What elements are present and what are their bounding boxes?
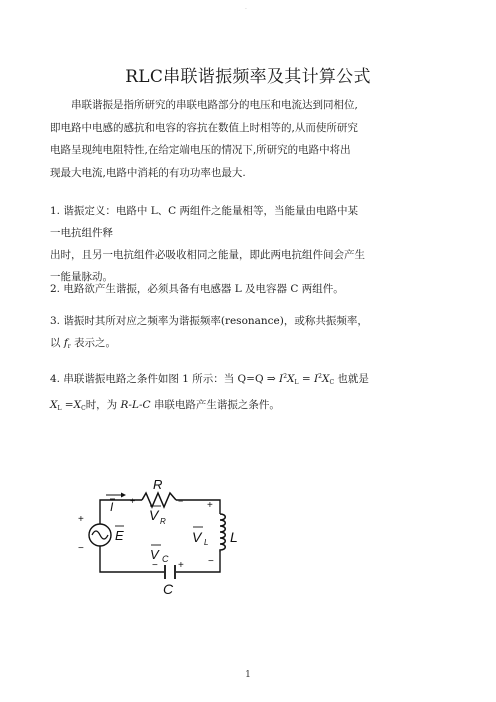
vl-plus-sign: + xyxy=(207,500,213,511)
intro-line: 电路呈现纯电阻特性,在给定端电压的情况下,所研究的电路中将出 xyxy=(50,144,351,157)
page-title: RLC串联谐振频率及其计算公式 xyxy=(125,67,371,87)
reactance-subscript: L xyxy=(294,379,299,386)
item-1-resonance-definition xyxy=(50,200,438,288)
frequency-symbol: f xyxy=(63,337,68,349)
item-3-prefix: 以 xyxy=(50,337,64,349)
rlc-series-circuit-diagram xyxy=(70,478,250,596)
intro-line: 串联谐振是指所研究的串联电路部分的电压和电流达到同相位, xyxy=(71,99,358,111)
item-4-suffix: 也就是 xyxy=(334,373,369,385)
wire-top-left xyxy=(100,500,142,526)
item-3-line: 3. 谐振时其所对应之频率为谐振频率(resonance)，或称共振频率， xyxy=(50,315,368,327)
reactance-subscript: C xyxy=(81,405,86,412)
item-2-requirements xyxy=(50,278,438,300)
item-1-line: 1. 谐振定义：电路中 L、C 两组件之能量相等，当能量由电路中某 xyxy=(50,205,359,217)
item-3-resonance-frequency xyxy=(50,310,438,358)
capacitor-symbol xyxy=(165,565,175,579)
current-symbol: I xyxy=(279,373,284,385)
frequency-subscript: r xyxy=(67,343,71,350)
capacitor-label: C xyxy=(163,581,174,596)
vc-minus-sign: − xyxy=(152,560,158,571)
item-4-prefix: 4. 串联谐振电路之条件如图 1 所示：当 Q=Q ⇒ xyxy=(50,373,280,385)
rlc-label: R-L-C xyxy=(120,399,151,411)
current-arrow xyxy=(106,493,126,498)
vc-plus-sign: + xyxy=(178,560,184,571)
vl-subscript: L xyxy=(204,538,209,547)
exponent: 2 xyxy=(283,373,288,380)
vl-minus-sign: − xyxy=(208,556,214,567)
reactance-subscript: L xyxy=(57,405,62,412)
page-number: 1 xyxy=(245,670,251,680)
exponent: 2 xyxy=(318,373,322,380)
item-4-line-2 xyxy=(50,394,438,420)
source-plus-sign: + xyxy=(78,514,84,525)
item-1-line: 出时，且另一电抗组件必吸收相同之能量，即此两电抗组件间会产生 xyxy=(50,249,365,261)
equals-sign: = xyxy=(298,373,314,385)
item-1-line: 一电抗组件释 xyxy=(50,227,113,239)
current-label: I xyxy=(110,500,114,514)
reactance-symbol: X xyxy=(73,399,82,411)
intro-line: 现最大电流,电路中消耗的有功功率也最大. xyxy=(50,166,246,179)
item-1-line: 一能量脉动。 xyxy=(50,271,113,283)
item-4-mid: 时，为 xyxy=(85,399,121,411)
vr-subscript: R xyxy=(160,517,166,526)
vr-plus-sign: + xyxy=(130,496,136,506)
source-minus-sign: − xyxy=(78,543,84,554)
resistor-symbol xyxy=(142,493,176,507)
source-voltage-label: E xyxy=(115,528,124,543)
resistor-label: R xyxy=(153,478,163,492)
vl-label: V xyxy=(192,529,202,545)
intro-paragraph xyxy=(50,94,438,184)
inductor-label: L xyxy=(230,529,238,545)
intro-line: 即电路中电感的感抗和电容的容抗在数值上时相等的,从而使所研究 xyxy=(50,121,358,134)
reactance-symbol: X xyxy=(321,373,330,385)
vr-minus-sign: − xyxy=(178,496,184,506)
reactance-symbol: X xyxy=(287,373,295,385)
vr-label: V xyxy=(149,507,159,523)
page-top-mark: . xyxy=(245,4,247,11)
reactance-symbol: X xyxy=(50,399,58,411)
item-4-series-resonance-condition xyxy=(50,366,438,420)
item-4-line-2-suffix: 串联电路产生谐振之条件。 xyxy=(150,399,280,411)
equals-sign: = xyxy=(61,399,74,411)
reactance-subscript: C xyxy=(329,379,335,386)
item-3-line-2 xyxy=(50,332,438,358)
vc-subscript: C xyxy=(162,554,169,564)
current-symbol: I xyxy=(313,373,319,385)
inductor-symbol xyxy=(220,514,225,552)
item-3-suffix: 表示之。 xyxy=(70,337,116,349)
vc-label: V xyxy=(150,547,159,562)
item-4-line-1 xyxy=(50,366,438,394)
item-2-line: 2. 电路欲产生谐振，必须具备有电感器 L 及电容器 C 两组件。 xyxy=(50,283,344,295)
